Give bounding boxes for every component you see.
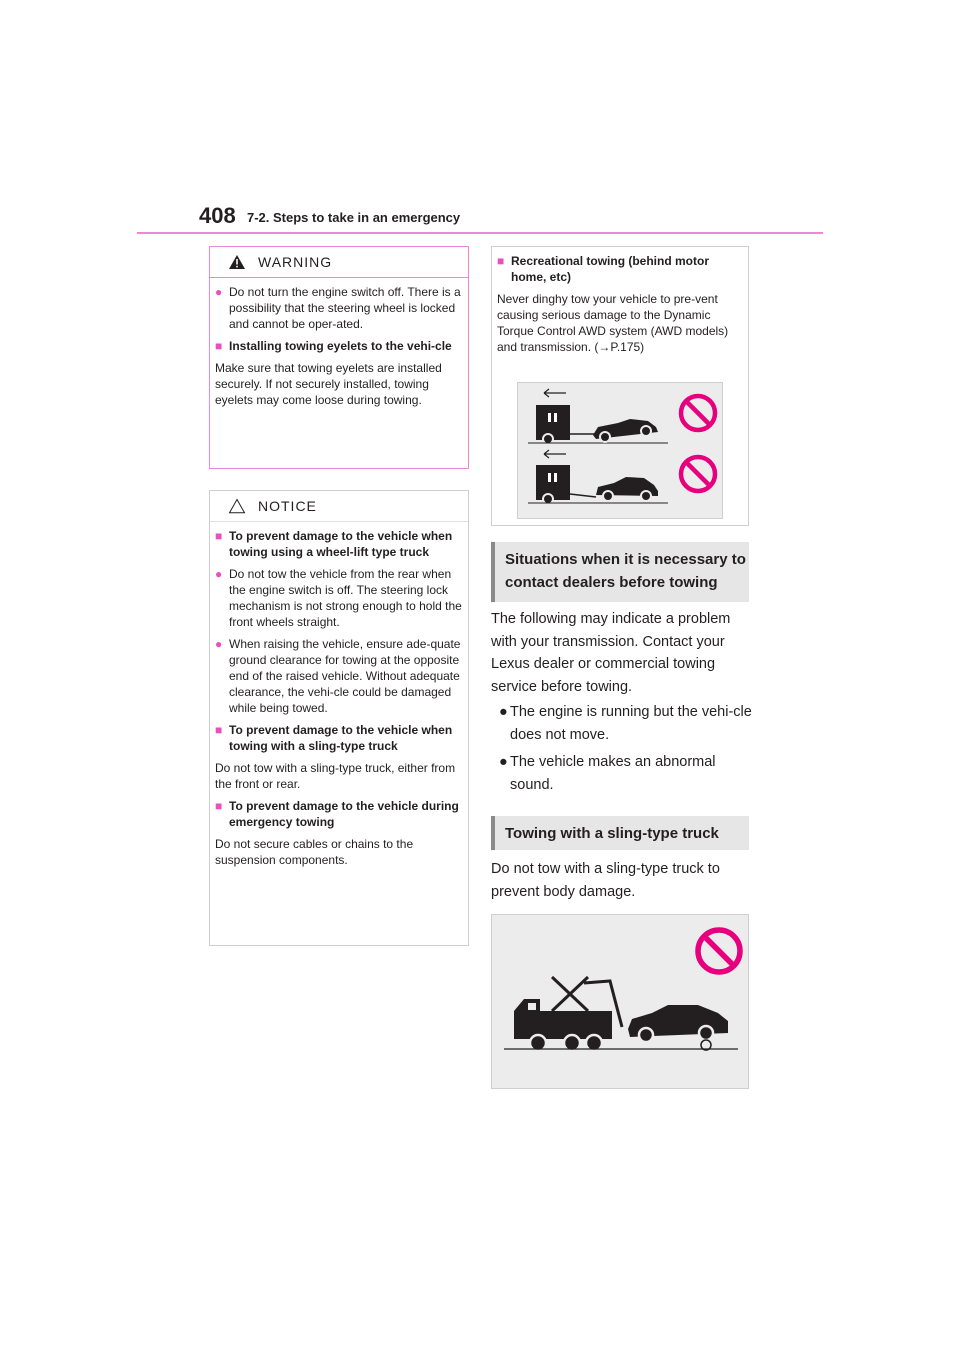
square-bullet-icon: ■ xyxy=(215,723,223,737)
notice-header xyxy=(210,491,468,522)
notice-heading-text: To prevent damage to the vehicle when towing using a wheel-lift type truck xyxy=(229,529,453,559)
situations-heading: Situations when it is necessary to contact dealers before towing xyxy=(491,542,749,602)
header-rule xyxy=(137,232,823,234)
prohibited-icon xyxy=(681,457,715,491)
square-bullet-icon: ■ xyxy=(497,254,505,268)
round-bullet-icon: ● xyxy=(499,704,508,720)
notice-heading-1 xyxy=(215,528,463,560)
situations-bullet-text: The vehicle makes an abnormal sound. xyxy=(510,754,716,793)
notice-heading-text: To prevent damage to the vehicle during emergency towing xyxy=(229,799,459,829)
situations-bullet-text: The engine is running but the vehi-cle does not move. xyxy=(510,704,752,743)
warning-title: WARNING xyxy=(258,254,333,270)
notice-item-1 xyxy=(215,566,463,630)
recreational-heading xyxy=(497,253,743,285)
situations-bullet-1 xyxy=(491,701,753,746)
situations-intro: The following may indicate a problem with your transmission. Contact your Lexus dealer or commercial towing service before towing. xyxy=(491,611,731,695)
notice-heading-2 xyxy=(215,722,463,754)
page-header xyxy=(199,203,823,233)
square-bullet-icon: ■ xyxy=(215,529,223,543)
sling-text: Do not tow with a sling-type truck to prevent body damage. xyxy=(491,861,720,900)
notice-heading-3 xyxy=(215,798,463,830)
warning-subheading xyxy=(215,338,463,354)
notice-item-text: Do not tow the vehicle from the rear when the engine switch is off. The steering lock mechanism is not strong enough to hold the front wheels straight. xyxy=(229,567,462,629)
square-bullet-icon: ■ xyxy=(215,339,223,353)
warning-box xyxy=(209,246,469,469)
warning-triangle-icon xyxy=(228,254,246,270)
warning-header xyxy=(210,247,468,278)
dinghy-tow-illustration xyxy=(517,382,723,519)
sling-tow-illustration xyxy=(491,914,749,1089)
round-bullet-icon: ● xyxy=(499,754,508,770)
square-bullet-icon: ■ xyxy=(215,799,223,813)
circle-bullet-icon: ● xyxy=(215,285,223,299)
recreational-text: Never dinghy tow your vehicle to pre-vent causing serious damage to the Dynamic Torque Control AWD system (AWD models) and transmission. (→P.175) xyxy=(497,292,729,354)
section-title: 7-2. Steps to take in an emergency xyxy=(247,210,461,225)
circle-bullet-icon: ● xyxy=(215,567,223,581)
page-number: 408 xyxy=(199,203,236,228)
notice-item-2 xyxy=(215,636,463,716)
dinghy-tow-illustration-svg xyxy=(518,383,722,518)
circle-bullet-icon: ● xyxy=(215,637,223,651)
prohibited-icon xyxy=(681,396,715,430)
sling-tow-illustration-svg xyxy=(492,915,748,1088)
notice-paragraph-3: Do not secure cables or chains to the suspension components. xyxy=(215,837,414,867)
notice-paragraph-2: Do not tow with a sling-type truck, either from the front or rear. xyxy=(215,761,456,791)
warning-item-text: Do not turn the engine switch off. There is a possibility that the steering wheel is locked and cannot be oper-ated. xyxy=(229,285,461,331)
prohibited-icon xyxy=(698,930,740,972)
notice-triangle-icon xyxy=(228,498,246,514)
warning-item xyxy=(215,284,463,332)
sling-heading: Towing with a sling-type truck xyxy=(491,816,749,850)
notice-item-text: When raising the vehicle, ensure ade-quate ground clearance for towing at the opposite end of the raised vehicle. Without adequate clearance, the vehi-cle could be damaged while being towed. xyxy=(229,637,461,715)
notice-title: NOTICE xyxy=(258,498,317,514)
recreational-heading-text: Recreational towing (behind motor home, etc) xyxy=(511,254,710,284)
warning-paragraph: Make sure that towing eyelets are installed securely. If not securely installed, towing eyelets may come loose during towing. xyxy=(215,361,442,407)
situations-bullet-2 xyxy=(491,751,753,796)
notice-heading-text: To prevent damage to the vehicle when towing with a sling-type truck xyxy=(229,723,453,753)
warning-subheading-text: Installing towing eyelets to the vehi-cle xyxy=(229,339,452,353)
notice-box xyxy=(209,490,469,946)
